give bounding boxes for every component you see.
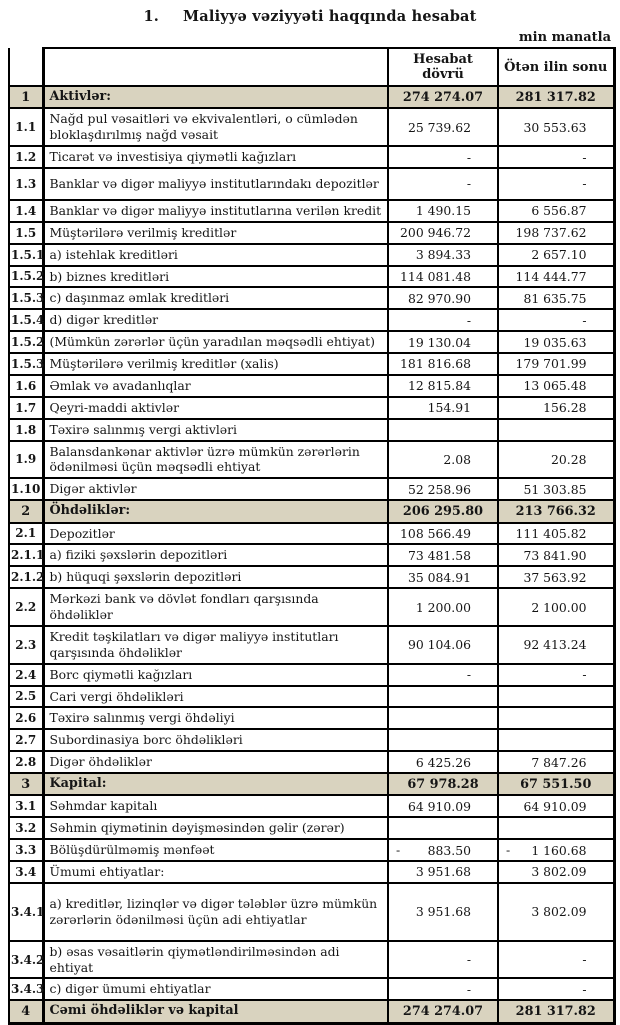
title-number: 1. [143, 8, 160, 25]
header-row [9, 48, 614, 86]
table-row [9, 309, 614, 331]
row-label: (Mümkün zərərlər üçün yaradılan məqsədli ehtiyat) [43, 331, 388, 353]
value-period-cell: 206 295.80 [388, 500, 498, 522]
value-prior-cell: 213 766.32 [498, 500, 614, 522]
value-period-cell: 64 910.09 [388, 795, 498, 817]
header-label-cell [43, 48, 388, 86]
value-prior-cell: 111 405.82 [498, 523, 614, 545]
row-label: Cəmi öhdəliklər və kapital [43, 1000, 388, 1023]
table-row [9, 941, 614, 979]
value-prior-cell: 179 701.99 [498, 353, 614, 375]
table-row [9, 707, 614, 729]
table-row [9, 146, 614, 168]
table-row [9, 397, 614, 419]
value-prior-cell: 13 065.48 [498, 375, 614, 397]
row-number: 1.9 [9, 441, 43, 479]
value-period-cell: 73 481.58 [388, 544, 498, 566]
row-label: Balansdankənar aktivlər üzrə mümkün zərərlərin ödənilməsi üçün məqsədli ehtiyat [43, 441, 388, 479]
row-label: Müştərilərə verilmiş kreditlər [43, 222, 388, 244]
row-number: 2.1 [9, 523, 43, 545]
row-number: 1 [9, 86, 43, 108]
row-label: b) biznes kreditləri [43, 266, 388, 288]
value-prior-cell: 2 100.00 [498, 588, 614, 626]
row-number: 1.5.3 [9, 353, 43, 375]
negative-sign: - [396, 842, 401, 858]
row-label: a) istehlak kreditləri [43, 244, 388, 266]
table-row [9, 883, 614, 941]
row-label: Bölüşdürülməmiş mənfəət [43, 839, 388, 861]
table-body [9, 86, 614, 1023]
row-number: 3.1 [9, 795, 43, 817]
value-period-cell [388, 686, 498, 708]
value-prior-cell: - [498, 309, 614, 331]
row-number: 2.4 [9, 664, 43, 686]
value-period-cell: - [388, 168, 498, 200]
row-label: Təxirə salınmış vergi aktivləri [43, 419, 388, 441]
table-row [9, 200, 614, 222]
row-number: 3 [9, 773, 43, 795]
row-number: 1.5.1 [9, 244, 43, 266]
value-prior-cell: 64 910.09 [498, 795, 614, 817]
table-row [9, 588, 614, 626]
financial-position-table [8, 47, 616, 1025]
value-period-cell: 6 425.26 [388, 751, 498, 773]
value-period-cell: 19 130.04 [388, 331, 498, 353]
row-label: Kapital: [43, 773, 388, 795]
row-number: 3.4.1 [9, 883, 43, 941]
value-period-cell [388, 707, 498, 729]
value-prior-cell [498, 686, 614, 708]
table-row [9, 729, 614, 751]
value-prior-cell [498, 817, 614, 839]
value-period-cell [388, 729, 498, 751]
table-row [9, 817, 614, 839]
section-row [9, 500, 614, 522]
row-number: 1.7 [9, 397, 43, 419]
row-label: d) digər kreditlər [43, 309, 388, 331]
section-row [9, 1000, 614, 1023]
row-number: 4 [9, 1000, 43, 1023]
section-row [9, 773, 614, 795]
row-number: 1.5.2 [9, 266, 43, 288]
row-label: Öhdəliklər: [43, 500, 388, 522]
table-row [9, 839, 614, 861]
value-prior-cell: 20.28 [498, 441, 614, 479]
table-row [9, 686, 614, 708]
header-period-cell: Hesabat dövrü [388, 48, 498, 86]
row-label: Depozitlər [43, 523, 388, 545]
row-number: 1.5.3 [9, 287, 43, 309]
row-number: 1.4 [9, 200, 43, 222]
row-label: Səhmin qiymətinin dəyişməsindən gəlir (zərər) [43, 817, 388, 839]
row-number: 2 [9, 500, 43, 522]
row-label: Cari vergi öhdəlikləri [43, 686, 388, 708]
row-label: Aktivlər: [43, 86, 388, 108]
value-prior-cell: 3 802.09 [498, 883, 614, 941]
value-period-cell: 12 815.84 [388, 375, 498, 397]
value-prior-cell: - [498, 941, 614, 979]
row-label: Kredit təşkilatları və digər maliyyə institutları qarşısında öhdəliklər [43, 626, 388, 664]
table-row [9, 626, 614, 664]
table-row [9, 331, 614, 353]
row-number: 2.7 [9, 729, 43, 751]
row-label: Əmlak və avadanlıqlar [43, 375, 388, 397]
table-row [9, 751, 614, 773]
row-label: Banklar və digər maliyyə institutlarındakı depozitlər [43, 168, 388, 200]
row-label: Mərkəzi bank və dövlət fondları qarşısında öhdəliklər [43, 588, 388, 626]
row-label: c) digər ümumi ehtiyatlar [43, 978, 388, 1000]
row-label: Banklar və digər maliyyə institutlarına verilən kredit [43, 200, 388, 222]
row-label: b) əsas vəsaitlərin qiymətləndirilməsindən adi ehtiyat [43, 941, 388, 979]
table-row [9, 108, 614, 146]
value-prior-cell: - [498, 664, 614, 686]
table-row [9, 353, 614, 375]
row-number: 1.1 [9, 108, 43, 146]
table-row [9, 664, 614, 686]
value-period-cell: 35 084.91 [388, 566, 498, 588]
value-period-cell: - [388, 941, 498, 979]
row-number: 3.4.3 [9, 978, 43, 1000]
value-period-cell [388, 419, 498, 441]
value-prior-cell: 198 737.62 [498, 222, 614, 244]
row-number: 2.5 [9, 686, 43, 708]
row-label: Digər aktivlər [43, 478, 388, 500]
table-row [9, 795, 614, 817]
value-prior-cell: 37 563.92 [498, 566, 614, 588]
value-prior-cell: 114 444.77 [498, 266, 614, 288]
row-number: 2.6 [9, 707, 43, 729]
negative-sign: - [506, 842, 511, 858]
row-label: a) kreditlər, lizinqlər və digər tələblər üzrə mümkün zərərlərin ödənilməsi üçün adi ehtiyatlar [43, 883, 388, 941]
value-amount: 1 160.68 [531, 842, 587, 858]
value-period-cell: 3 951.68 [388, 883, 498, 941]
table-row [9, 375, 614, 397]
row-label: Müştərilərə verilmiş kreditlər (xalis) [43, 353, 388, 375]
row-number: 3.4.2 [9, 941, 43, 979]
row-number: 1.8 [9, 419, 43, 441]
section-row [9, 86, 614, 108]
table-row [9, 566, 614, 588]
value-prior-cell: - [498, 146, 614, 168]
header-prior-cell: Ötən ilin sonu [498, 48, 614, 86]
row-label: Təxirə salınmış vergi öhdəliyi [43, 707, 388, 729]
value-prior-cell: - [498, 168, 614, 200]
value-period-cell: 114 081.48 [388, 266, 498, 288]
value-prior-cell [498, 419, 614, 441]
row-label: Ümumi ehtiyatlar: [43, 861, 388, 883]
row-number: 3.3 [9, 839, 43, 861]
row-number: 2.1.1 [9, 544, 43, 566]
value-period-cell: 25 739.62 [388, 108, 498, 146]
value-prior-cell: 81 635.75 [498, 287, 614, 309]
value-period-cell: 274 274.07 [388, 86, 498, 108]
value-period-cell: 67 978.28 [388, 773, 498, 795]
table-row [9, 287, 614, 309]
row-label: Borc qiymətli kağızları [43, 664, 388, 686]
table-row [9, 441, 614, 479]
page-title [0, 0, 620, 25]
row-number: 2.1.2 [9, 566, 43, 588]
row-number: 1.6 [9, 375, 43, 397]
value-prior-cell: 3 802.09 [498, 861, 614, 883]
value-prior-cell [498, 729, 614, 751]
value-period-cell: 90 104.06 [388, 626, 498, 664]
row-number: 1.5 [9, 222, 43, 244]
value-period-cell: - [388, 664, 498, 686]
row-label: a) fiziki şəxslərin depozitləri [43, 544, 388, 566]
table-row [9, 478, 614, 500]
value-prior-cell: 7 847.26 [498, 751, 614, 773]
value-prior-cell: 92 413.24 [498, 626, 614, 664]
table-row [9, 222, 614, 244]
value-period-cell: 154.91 [388, 397, 498, 419]
value-prior-cell: 67 551.50 [498, 773, 614, 795]
value-period-cell: 200 946.72 [388, 222, 498, 244]
value-period-cell: 3 951.68 [388, 861, 498, 883]
value-period-cell: 52 258.96 [388, 478, 498, 500]
header-index-cell [9, 48, 43, 86]
value-prior-cell: - [498, 978, 614, 1000]
value-period-cell: - [388, 978, 498, 1000]
value-prior-cell [498, 839, 614, 861]
value-prior-cell [498, 707, 614, 729]
row-label: Subordinasiya borc öhdəlikləri [43, 729, 388, 751]
value-period-cell: - [388, 146, 498, 168]
table-row [9, 266, 614, 288]
value-period-cell: 1 490.15 [388, 200, 498, 222]
table-row [9, 861, 614, 883]
row-label: Digər öhdəliklər [43, 751, 388, 773]
value-prior-cell: 73 841.90 [498, 544, 614, 566]
value-period-cell: 2.08 [388, 441, 498, 479]
table-row [9, 523, 614, 545]
value-prior-cell: 51 303.85 [498, 478, 614, 500]
unit-note: min manatla [518, 30, 611, 45]
row-label: c) daşınmaz əmlak kreditləri [43, 287, 388, 309]
value-period-cell: 82 970.90 [388, 287, 498, 309]
value-period-cell: 3 894.33 [388, 244, 498, 266]
row-label: b) hüquqi şəxslərin depozitləri [43, 566, 388, 588]
row-number: 3.4 [9, 861, 43, 883]
table-header [9, 48, 614, 86]
row-number: 3.2 [9, 817, 43, 839]
value-prior-cell: 281 317.82 [498, 86, 614, 108]
title-text: Maliyyə vəziyyəti haqqında hesabat [183, 8, 477, 25]
value-prior-cell: 6 556.87 [498, 200, 614, 222]
value-period-cell: 181 816.68 [388, 353, 498, 375]
row-number: 2.8 [9, 751, 43, 773]
row-number: 1.2 [9, 146, 43, 168]
table-row [9, 544, 614, 566]
table-row [9, 419, 614, 441]
value-prior-cell: 156.28 [498, 397, 614, 419]
value-period-cell: 108 566.49 [388, 523, 498, 545]
value-prior-cell: 30 553.63 [498, 108, 614, 146]
value-prior-cell: 19 035.63 [498, 331, 614, 353]
value-amount: 883.50 [427, 842, 471, 858]
row-number: 1.5.4 [9, 309, 43, 331]
value-period-cell: - [388, 309, 498, 331]
value-prior-cell: 281 317.82 [498, 1000, 614, 1023]
row-label: Ticarət və investisiya qiymətli kağızları [43, 146, 388, 168]
row-number: 1.10 [9, 478, 43, 500]
row-label: Səhmdar kapitalı [43, 795, 388, 817]
table-row [9, 978, 614, 1000]
value-period-cell [388, 817, 498, 839]
value-period-cell [388, 839, 498, 861]
value-prior-cell: 2 657.10 [498, 244, 614, 266]
row-label: Qeyri-maddi aktivlər [43, 397, 388, 419]
table-row [9, 244, 614, 266]
row-number: 2.3 [9, 626, 43, 664]
row-number: 2.2 [9, 588, 43, 626]
value-period-cell: 274 274.07 [388, 1000, 498, 1023]
table-row [9, 168, 614, 200]
value-period-cell: 1 200.00 [388, 588, 498, 626]
row-number: 1.5.2 [9, 331, 43, 353]
row-number: 1.3 [9, 168, 43, 200]
row-label: Nağd pul vəsaitləri və ekvivalentləri, o cümlədən bloklaşdırılmış nağd vəsait [43, 108, 388, 146]
